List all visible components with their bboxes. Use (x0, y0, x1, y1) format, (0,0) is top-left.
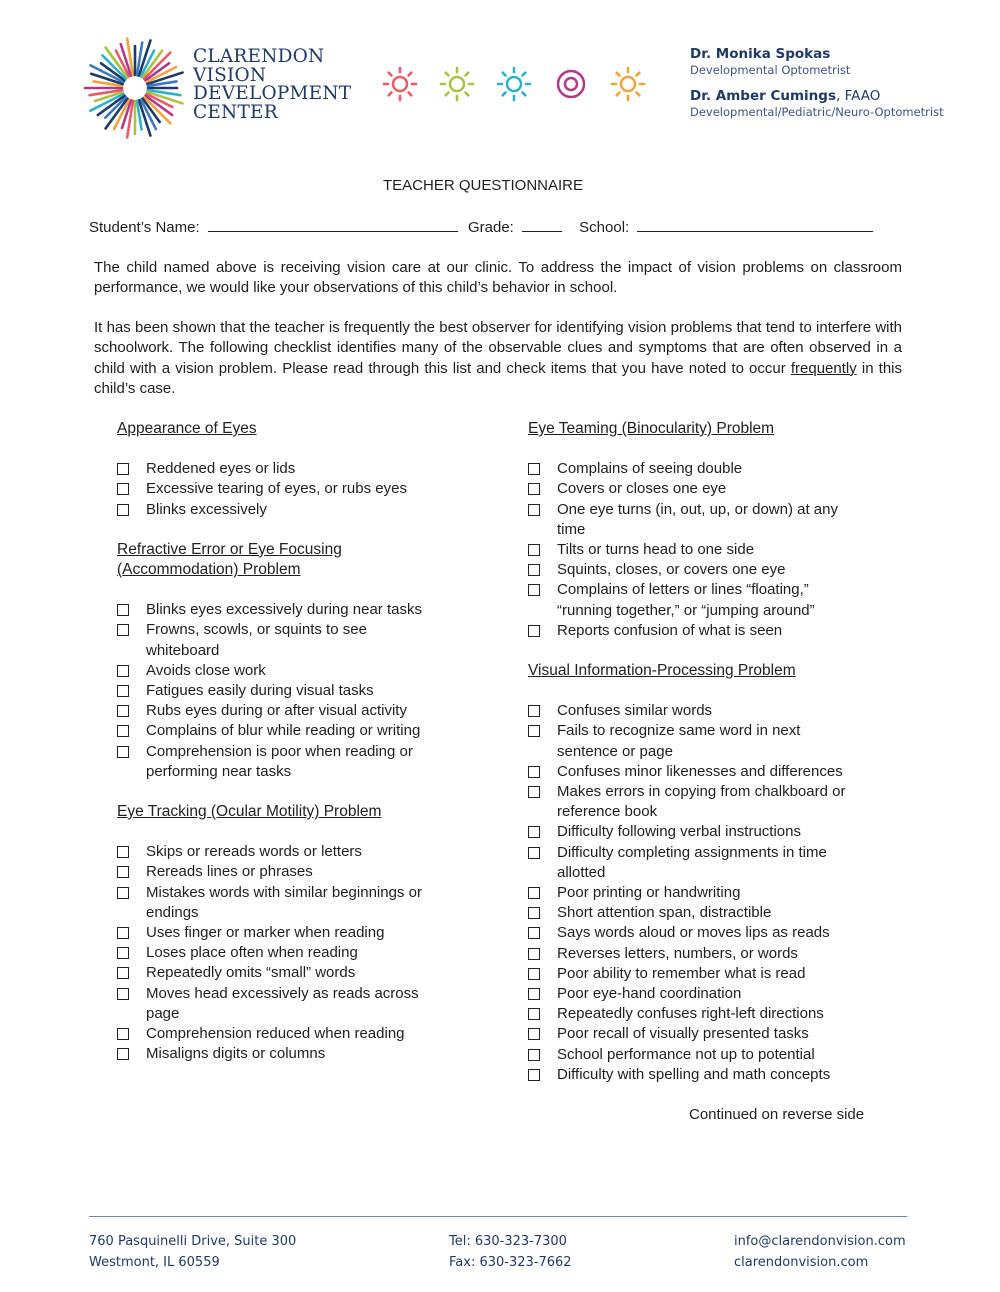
checkbox[interactable] (117, 604, 129, 616)
checkbox[interactable] (117, 1028, 129, 1040)
checkbox[interactable] (117, 624, 129, 636)
left-checklist-column (117, 419, 457, 1064)
grade-field[interactable] (522, 218, 562, 232)
checklist-item[interactable]: Blinks eyes excessively during near tasks (117, 600, 457, 620)
checkbox[interactable] (528, 504, 540, 516)
checkbox[interactable] (117, 988, 129, 1000)
brand-name (193, 48, 351, 122)
checkbox[interactable] (528, 887, 540, 899)
checklist-item[interactable]: Confuses minor likenesses and differences (528, 762, 878, 782)
emphasis-frequently: frequently (790, 359, 857, 377)
checkbox[interactable] (117, 725, 129, 737)
checklist-item[interactable]: Poor ability to remember what is read (528, 964, 878, 984)
checklist-item[interactable]: Frowns, scowls, or squints to see whiteboard (117, 620, 457, 660)
checklist-item[interactable]: Complains of blur while reading or writing (117, 721, 457, 741)
address-line-1: 760 Pasquinelli Drive, Suite 300 (89, 1234, 297, 1249)
checklist-item[interactable]: Tilts or turns head to one side (528, 540, 878, 560)
section-heading-appearance: Appearance of Eyes (117, 420, 257, 437)
checkbox[interactable] (117, 927, 129, 939)
checklist-item[interactable]: Says words aloud or moves lips as reads (528, 923, 878, 943)
footer-divider (89, 1216, 907, 1217)
checklist-item[interactable]: Reddened eyes or lids (117, 459, 457, 479)
checkbox[interactable] (528, 988, 540, 1000)
checkbox[interactable] (528, 1049, 540, 1061)
clarendon-logo-icon (80, 33, 190, 143)
checklist-item[interactable]: Mistakes words with similar beginnings or endings (117, 883, 457, 923)
checkbox[interactable] (117, 665, 129, 677)
section-heading-teaming: Eye Teaming (Binocularity) Problem (528, 420, 775, 437)
checklist-item[interactable]: School performance not up to potential (528, 1045, 878, 1065)
checklist-item[interactable]: Complains of seeing double (528, 459, 878, 479)
address-line-2: Westmont, IL 60559 (89, 1255, 220, 1270)
doctor-2-name: Dr. Amber Cumings, FAAO (690, 88, 881, 104)
student-name-field[interactable] (208, 218, 458, 232)
student-name-label: Student’s Name: (89, 219, 200, 236)
checkbox[interactable] (117, 504, 129, 516)
checkbox[interactable] (528, 463, 540, 475)
checklist-item[interactable]: Comprehension reduced when reading (117, 1024, 457, 1044)
checkbox[interactable] (528, 1008, 540, 1020)
telephone: Tel: 630-323-7300 (449, 1234, 567, 1249)
checklist-item[interactable]: Difficulty completing assignments in time allotted (528, 843, 878, 883)
checklist-item[interactable]: Fatigues easily during visual tasks (117, 681, 457, 701)
checklist-item[interactable]: Uses finger or marker when reading (117, 923, 457, 943)
section-heading-tracking: Eye Tracking (Ocular Motility) Problem (117, 803, 382, 821)
checkbox[interactable] (528, 907, 540, 919)
school-label: School: (579, 219, 630, 236)
checklist-item[interactable]: Poor recall of visually presented tasks (528, 1024, 878, 1044)
brand-line-3: DEVELOPMENT (193, 83, 352, 104)
checklist-item[interactable]: Moves head excessively as reads across page (117, 984, 457, 1024)
checklist-item[interactable]: Avoids close work (117, 661, 457, 681)
checkbox[interactable] (117, 846, 129, 858)
brand-line-4: CENTER (193, 101, 278, 123)
student-fields (89, 218, 873, 236)
section-heading-refractive: Refractive Error or Eye Focusing (Accommodation) Problem (117, 540, 342, 579)
checklist-item[interactable]: Blinks excessively (117, 500, 457, 520)
checklist-item[interactable]: Difficulty following verbal instructions (528, 822, 878, 842)
checklist-item[interactable]: Confuses similar words (528, 701, 878, 721)
checkbox[interactable] (528, 625, 540, 637)
checkbox[interactable] (528, 725, 540, 737)
brand-line-2: VISION (193, 64, 267, 86)
continued-note: Continued on reverse side (689, 1106, 865, 1123)
checkbox[interactable] (117, 463, 129, 475)
checkbox[interactable] (528, 564, 540, 576)
checklist-item[interactable]: Skips or rereads words or letters (117, 842, 457, 862)
checkbox[interactable] (528, 1069, 540, 1081)
checkbox[interactable] (117, 685, 129, 697)
checkbox[interactable] (528, 948, 540, 960)
doctor-info (690, 46, 944, 120)
checklist-item[interactable]: Covers or closes one eye (528, 479, 878, 499)
checkbox[interactable] (528, 927, 540, 939)
checkbox[interactable] (117, 887, 129, 899)
intro-paragraph-1: The child named above is receiving vision care at our clinic. To address the impact of vision problems on classroom performance, we would like your observations of this child’s behavior in school. (94, 259, 902, 297)
checkbox[interactable] (528, 705, 540, 717)
checkbox[interactable] (528, 483, 540, 495)
checklist-item[interactable]: Difficulty with spelling and math concepts (528, 1065, 878, 1085)
doctor-2-title: Developmental/Pediatric/Neuro-Optometrist (690, 105, 944, 119)
checkbox[interactable] (528, 766, 540, 778)
checklist-item[interactable]: Rubs eyes during or after visual activity (117, 701, 457, 721)
doctor-1-title: Developmental Optometrist (690, 63, 851, 77)
checkbox[interactable] (528, 826, 540, 838)
checklist-item[interactable]: Poor printing or handwriting (528, 883, 878, 903)
website-link[interactable]: clarendonvision.com (734, 1255, 869, 1270)
checklist-item[interactable]: Rereads lines or phrases (117, 862, 457, 882)
checklist-item[interactable]: Makes errors in copying from chalkboard or reference book (528, 782, 878, 822)
doctor-2-credential: , FAAO (835, 88, 881, 104)
checkbox[interactable] (528, 544, 540, 556)
checkbox[interactable] (117, 483, 129, 495)
checkbox[interactable] (528, 968, 540, 980)
checklist-item[interactable]: Excessive tearing of eyes, or rubs eyes (117, 479, 457, 499)
checkbox[interactable] (528, 1028, 540, 1040)
checkbox[interactable] (528, 847, 540, 859)
grade-label: Grade: (467, 219, 514, 236)
brand-line-1: CLARENDON (193, 46, 325, 67)
page-title: TEACHER QUESTIONNAIRE (382, 177, 584, 194)
checklist-item[interactable]: Reports confusion of what is seen (528, 621, 878, 641)
fax: Fax: 630-323-7662 (449, 1255, 572, 1270)
footer-contact (734, 1231, 906, 1273)
checkbox[interactable] (117, 967, 129, 979)
checkbox[interactable] (117, 947, 129, 959)
checklist-item[interactable]: Misaligns digits or columns (117, 1044, 457, 1064)
right-checklist-column (528, 419, 878, 1085)
checklist-item[interactable]: One eye turns (in, out, up, or down) at any time (528, 500, 878, 540)
email-link[interactable]: info@clarendonvision.com (734, 1234, 906, 1249)
checkbox[interactable] (117, 705, 129, 717)
checklist-item[interactable]: Repeatedly omits “small” words (117, 963, 457, 983)
checklist-item[interactable]: Complains of letters or lines “floating,” “running together,” or “jumping around” (528, 580, 878, 620)
checkbox[interactable] (528, 584, 540, 596)
checklist-item[interactable]: Reverses letters, numbers, or words (528, 944, 878, 964)
section-heading-processing: Visual Information-Processing Problem (528, 662, 796, 680)
checklist-item[interactable]: Short attention span, distractible (528, 903, 878, 923)
checklist-item[interactable]: Repeatedly confuses right-left directions (528, 1004, 878, 1024)
checkbox[interactable] (528, 786, 540, 798)
checkbox[interactable] (117, 866, 129, 878)
checkbox[interactable] (117, 1048, 129, 1060)
checklist-item[interactable]: Poor eye-hand coordination (528, 984, 878, 1004)
school-field[interactable] (637, 218, 873, 232)
footer-phone (449, 1231, 572, 1273)
checklist-item[interactable]: Loses place often when reading (117, 943, 457, 963)
decorative-sun-icons (378, 62, 658, 106)
intro-paragraph-2: It has been shown that the teacher is frequently the best observer for identifying vision problems that tend to interfere with schoolwork. The following checklist identifies many of the observable clues and symptoms that are often observed in a child with a vision problem. Please read through this list and check items that you have noted to occur frequently in this child’s case. (94, 319, 902, 397)
checklist-item[interactable]: Comprehension is poor when reading or performing near tasks (117, 742, 457, 782)
doctor-1-name: Dr. Monika Spokas (690, 46, 831, 62)
checklist-item[interactable]: Fails to recognize same word in next sentence or page (528, 721, 878, 761)
checklist-item[interactable]: Squints, closes, or covers one eye (528, 560, 878, 580)
checkbox[interactable] (117, 746, 129, 758)
footer-address (89, 1231, 296, 1273)
